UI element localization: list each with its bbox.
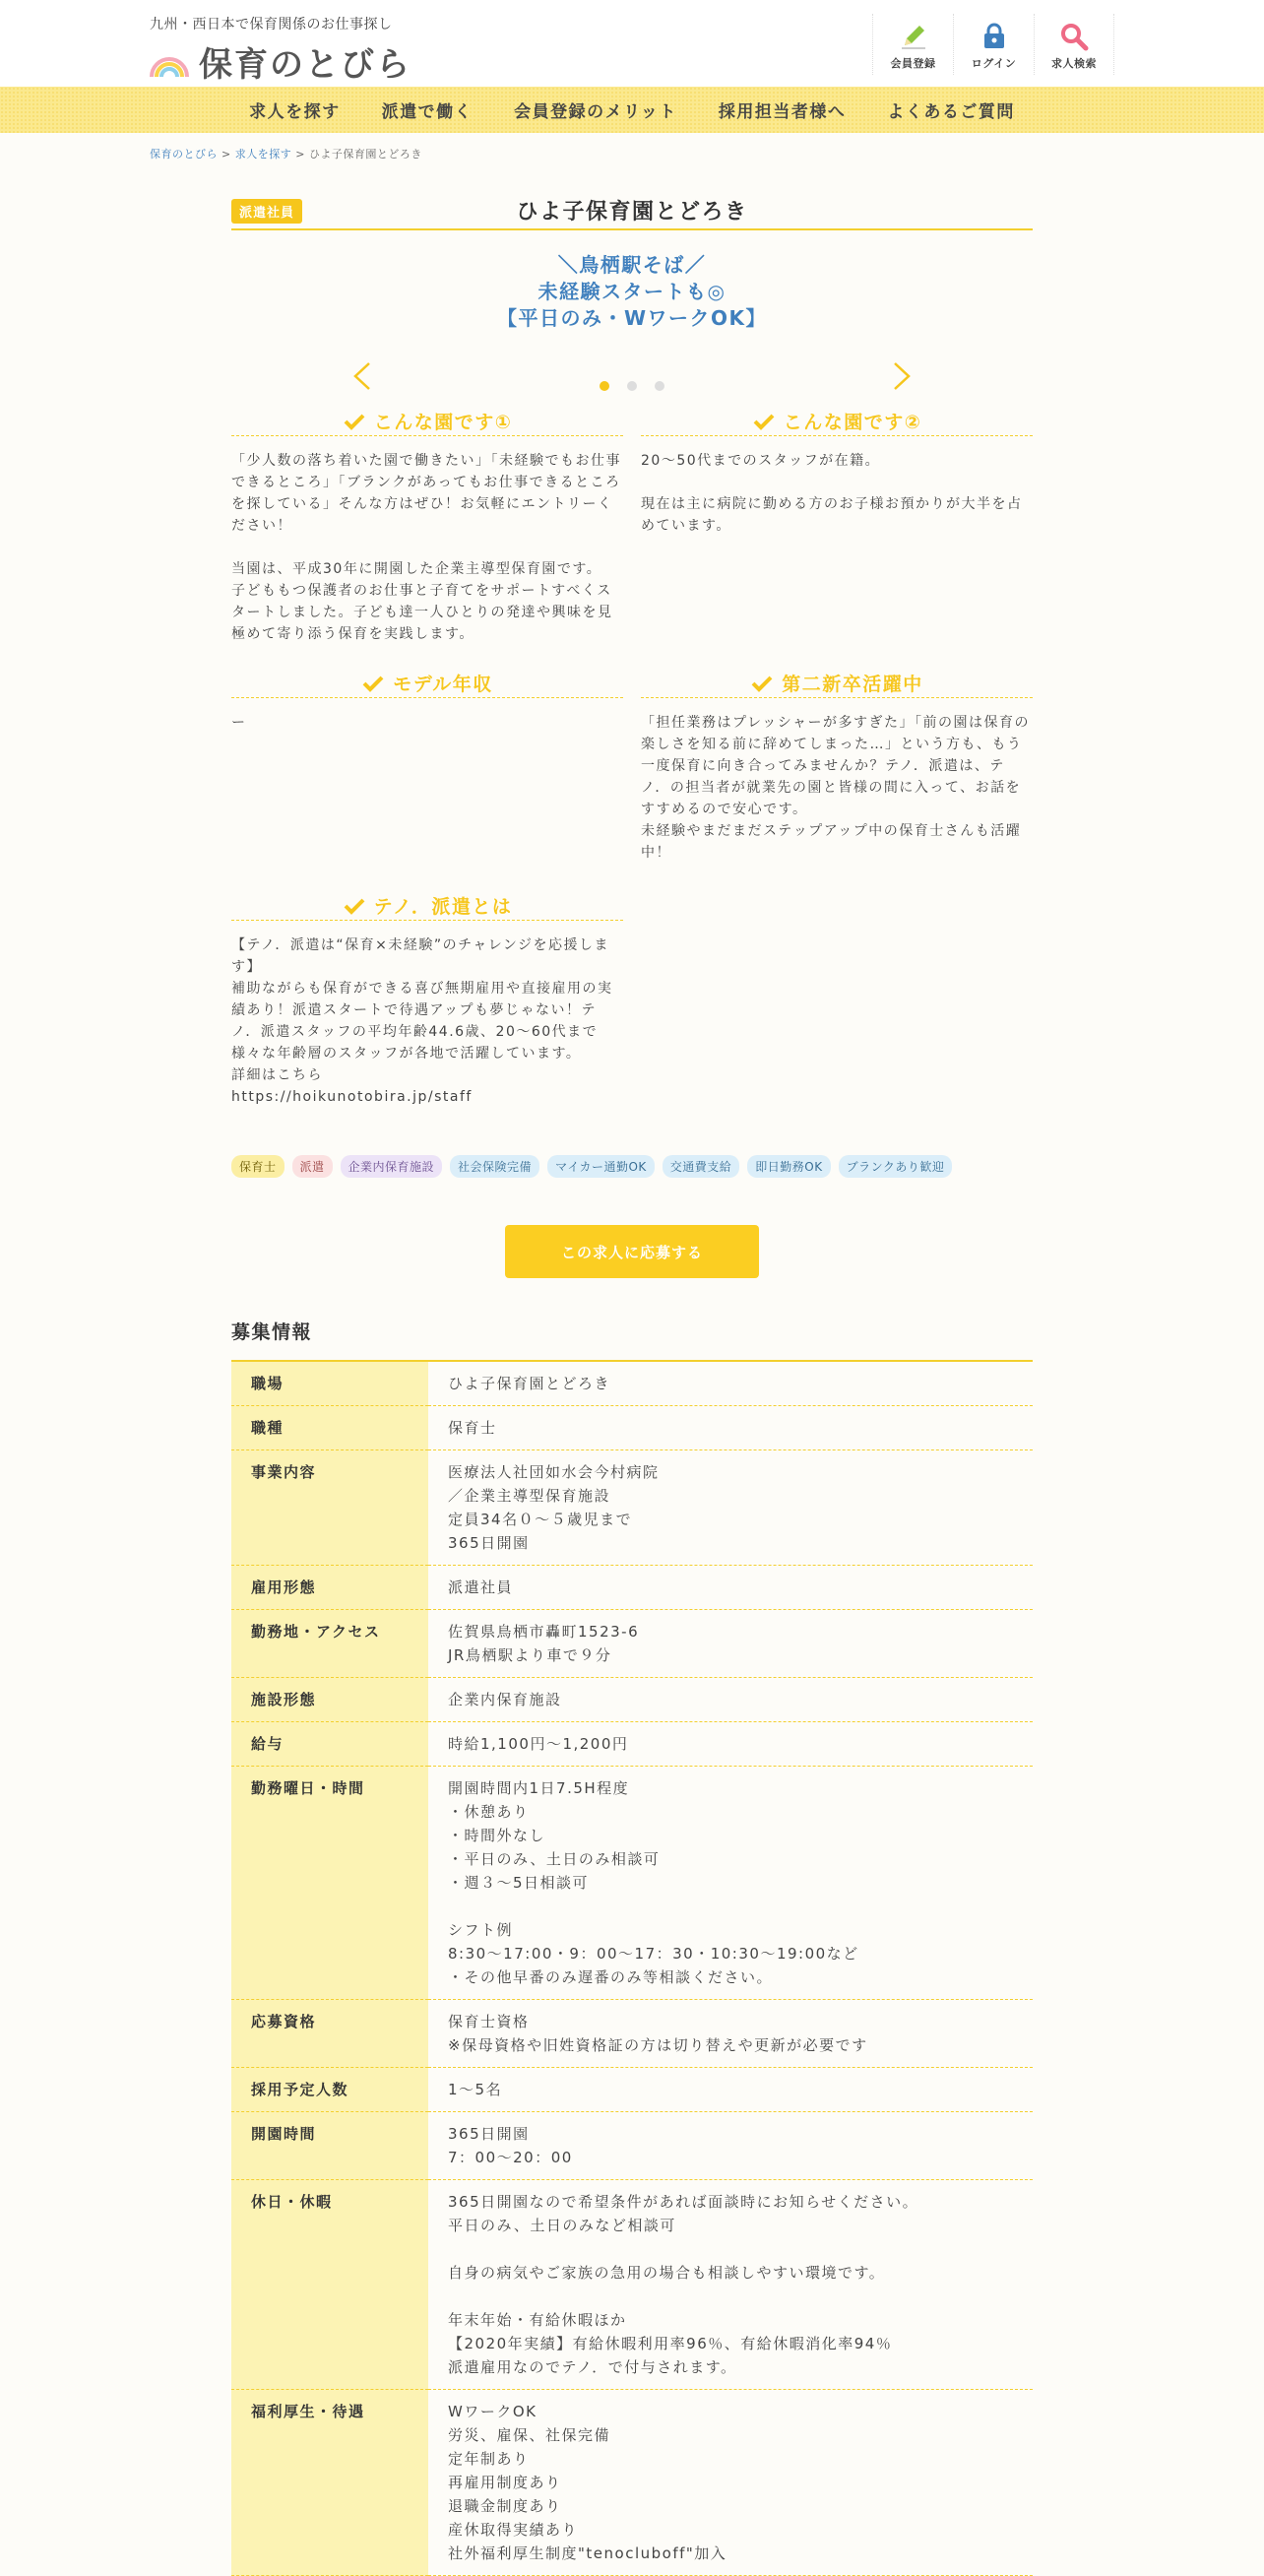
table-row: [231, 2180, 1033, 2390]
feature-text: 20～50代までのスタッフが在籍。 現在は主に病院に勤める方のお子様お預かりが大半を占めています。: [641, 453, 1023, 534]
slider-dot[interactable]: [600, 381, 609, 391]
row-value: 365日開園 7：00～20：00: [428, 2112, 1033, 2180]
lock-icon: [980, 22, 1009, 51]
feature-text: 「担任業務はプレッシャーが多すぎた」「前の園は保育の楽しさを知る前に辞めてしまった…」という方も、もう一度保育に向き合ってみませんか？テノ．派遣は、テノ．の担当者が就業先の園と皆様の間に入って、お話をすすめるので安心です。 未経験やまだまだステップアップ中の保育士さんも活躍中！: [641, 715, 1031, 861]
row-value: WワークOK 労災、雇保、社保完備 定年制あり 再雇用制度あり 退職金制度あり 産休取得実績あり 社外福利厚生制度"tenocluboff"加入: [428, 2390, 1033, 2576]
feature-text: 【テノ．派遣は“保育×未経験”のチャレンジを応援します】 補助ながらも保育ができる喜び無期雇用や直接雇用の実績あり！派遣スタートで待遇アップも夢じゃない！テノ．派遣スタッフの平均年齢44.6歳、20～60代まで様々な年齢層のスタッフが各地で活躍しています。 詳細はこちら https://hoikunotobira.jp/staff: [231, 937, 613, 1105]
catch-line: ＼鳥栖駅そば／: [557, 253, 707, 277]
logo-text: 保育のとびら: [199, 45, 411, 85]
header-icon-bar: [872, 14, 1114, 75]
row-label: 勤務曜日・時間: [231, 1767, 428, 2000]
catch-line: 【平日のみ・WワークOK】: [496, 306, 768, 330]
feature-title: 第二新卒活躍中: [782, 674, 923, 695]
row-label: 応募資格: [231, 2000, 428, 2068]
row-label: 事業内容: [231, 1450, 428, 1566]
nav-recruiters[interactable]: 採用担当者様へ: [718, 102, 847, 122]
feature-block: [231, 407, 623, 647]
row-label: 施設形態: [231, 1678, 428, 1722]
feature-title: こんな園です②: [783, 412, 922, 433]
feature-title: モデル年収: [393, 674, 493, 695]
row-value: 時給1,100円～1,200円: [428, 1722, 1033, 1767]
site-tagline: 九州・西日本で保育関係のお仕事探し: [150, 17, 393, 32]
row-label: 福利厚生・待遇: [231, 2390, 428, 2576]
row-value: 365日開園なので希望条件があれば面談時にお知らせください。 平日のみ、土日のみなど相談可 自身の病気やご家族の急用の場合も相談しやすい環境です。 年末年始・有給休暇ほか 【2020年実績】有給休暇利用率96％、有給休暇消化率94％ 派遣雇用なのでテノ．で付与されます。: [428, 2180, 1033, 2390]
row-value: 保育士: [428, 1406, 1033, 1450]
row-label: 職場: [231, 1362, 428, 1406]
breadcrumb-current: ひよ子保育園とどろき: [308, 148, 422, 161]
nav-dispatch[interactable]: 派遣で働く: [381, 102, 474, 122]
tag-list: [231, 1155, 1033, 1178]
member-register-label: 会員登録: [890, 57, 936, 70]
feature-title: こんな園です①: [373, 412, 513, 433]
row-value: 佐賀県鳥栖市轟町1523-6 JR鳥栖駅より車で９分: [428, 1610, 1033, 1678]
feature-heading: [231, 891, 623, 921]
page-title: ひよ子保育園とどろき: [516, 200, 748, 225]
table-row: [231, 1722, 1033, 1767]
slider-dot[interactable]: [627, 381, 637, 391]
row-label: 開園時間: [231, 2112, 428, 2180]
employment-badge: 派遣社員: [231, 199, 302, 224]
feature-block: [641, 407, 1033, 647]
recruit-table: [231, 1362, 1033, 2576]
tag: マイカー通勤OK: [547, 1155, 655, 1178]
breadcrumb-search[interactable]: 求人を探す: [234, 148, 292, 161]
feature-heading: [641, 407, 1033, 436]
tag: 交通費支給: [663, 1155, 740, 1178]
row-value: 保育士資格 ※保母資格や旧姓資格証の方は切り替えや更新が必要です: [428, 2000, 1033, 2068]
site-header: [0, 0, 1264, 87]
recruit-section-title: 募集情報: [231, 1318, 1033, 1362]
login-label: ログイン: [971, 57, 1017, 70]
pencil-icon: [899, 22, 928, 51]
job-search-button[interactable]: [1034, 14, 1114, 75]
row-label: 給与: [231, 1722, 428, 1767]
table-row: [231, 1610, 1033, 1678]
feature-title: テノ．派遣とは: [373, 896, 513, 918]
row-label: 雇用形態: [231, 1566, 428, 1610]
slider-dot[interactable]: [655, 381, 664, 391]
tag: 企業内保育施設: [341, 1155, 443, 1178]
check-icon: [343, 896, 366, 916]
row-label: 職種: [231, 1406, 428, 1450]
table-row: [231, 1767, 1033, 2000]
tag: 保育士: [231, 1155, 284, 1178]
catch-copy: [231, 252, 1033, 332]
tag: 派遣: [292, 1155, 333, 1178]
check-icon: [361, 674, 385, 693]
row-value: ひよ子保育園とどろき: [428, 1362, 1033, 1406]
tag: 社会保険完備: [450, 1155, 539, 1178]
job-title-row: [231, 183, 1033, 230]
chevron-right-icon[interactable]: [889, 361, 915, 391]
row-value: 開園時間内1日7.5H程度 ・休憩あり ・時間外なし ・平日のみ、土日のみ相談可 ・週３～5日相談可 シフト例 8:30～17:00・9：00～17：30・10:30～19:00など ・その他早番のみ遅番のみ等相談ください。: [428, 1767, 1033, 2000]
table-row: [231, 1566, 1033, 1610]
row-value: 派遣社員: [428, 1566, 1033, 1610]
table-row: [231, 1678, 1033, 1722]
check-icon: [343, 412, 366, 431]
feature-blocks: [231, 407, 1033, 1129]
feature-heading: [641, 669, 1033, 698]
tag: ブランクあり歓迎: [839, 1155, 953, 1178]
breadcrumb-separator: >: [295, 148, 305, 161]
feature-block: [231, 891, 623, 1108]
row-label: 休日・休暇: [231, 2180, 428, 2390]
row-value: 企業内保育施設: [428, 1678, 1033, 1722]
catch-line: 未経験スタートも◎: [537, 280, 727, 303]
breadcrumb-separator: >: [221, 148, 231, 161]
tag: 即日勤務OK: [747, 1155, 830, 1178]
member-register-button[interactable]: [872, 14, 953, 75]
row-label: 勤務地・アクセス: [231, 1610, 428, 1678]
feature-text: 「少人数の落ち着いた園で働きたい」「未経験でもお仕事できるところ」「ブランクがあってもお仕事できるところを探している」そんな方はぜひ！お気軽にエントリーください！ 当園は、平成30年に開園した企業主導型保育園です。 子どももつ保護者のお仕事と子育てをサポートすべくスタートしました。子ども達一人ひとりの発達や興味を見極めて寄り添う保育を実践します。: [231, 453, 621, 642]
nav-member-benefits[interactable]: 会員登録のメリット: [514, 102, 677, 122]
table-row: [231, 2068, 1033, 2112]
table-row: [231, 1450, 1033, 1566]
row-value: 医療法人社団如水会今村病院 ／企業主導型保育施設 定員34名０～５歳児まで 365日開園: [428, 1450, 1033, 1566]
table-row: [231, 2112, 1033, 2180]
row-label: 採用予定人数: [231, 2068, 428, 2112]
login-button[interactable]: [953, 14, 1034, 75]
site-logo[interactable]: [148, 37, 411, 86]
global-nav: [0, 87, 1264, 133]
rainbow-logo-icon: [148, 45, 191, 79]
breadcrumb-home[interactable]: 保育のとびら: [150, 148, 218, 161]
feature-text: ー: [231, 715, 247, 731]
photo-slider: [231, 361, 1033, 407]
nav-faq[interactable]: よくあるご質問: [887, 102, 1015, 122]
row-value: 1～5名: [428, 2068, 1033, 2112]
nav-find-jobs[interactable]: 求人を探す: [249, 102, 341, 122]
job-search-label: 求人検索: [1051, 57, 1097, 70]
table-row: [231, 2000, 1033, 2068]
apply-button[interactable]: この求人に応募する: [505, 1225, 759, 1278]
table-row: [231, 2390, 1033, 2576]
feature-block: [231, 669, 623, 869]
search-icon: [1059, 22, 1089, 51]
check-icon: [752, 412, 776, 431]
check-icon: [750, 674, 774, 693]
job-detail: [231, 183, 1033, 2576]
breadcrumb: [150, 146, 422, 161]
feature-heading: [231, 669, 623, 698]
table-row: [231, 1406, 1033, 1450]
feature-block: [641, 669, 1033, 869]
table-row: [231, 1362, 1033, 1406]
feature-heading: [231, 407, 623, 436]
